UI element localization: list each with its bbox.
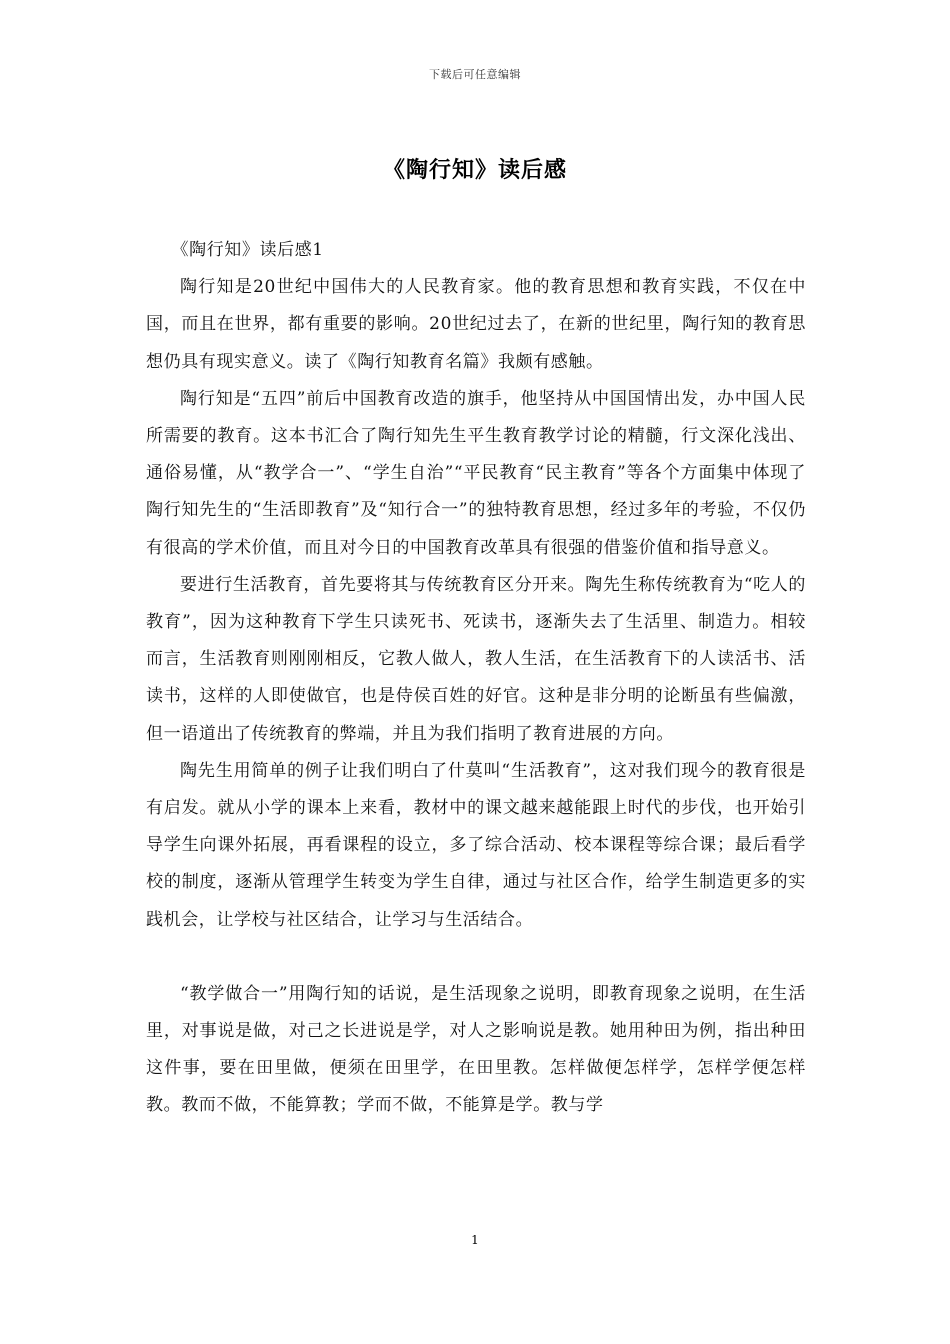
paragraph-4: 陶先生用简单的例子让我们明白了什莫叫“生活教育”，这对我们现今的教育很是有启发。就从小学的课本上来看，教材中的课文越来越能跟上时代的步伐，也开始引导学生向课外拓展，再看课程的设立，多了综合活动、校本课程等综合课；最后看学校的制度，逐渐从管理学生转变为学生自律，通过与社区合作，给学生制造更多的实践机会，让学校与社区结合，让学习与生活结合。 [146,760,806,930]
document-body [146,232,806,1125]
page-number: 1 [471,1233,479,1247]
paragraph-2: 陶行知是“五四”前后中国教育改造的旗手，他坚持从中国国情出发，办中国人民所需要的教育。这本书汇合了陶行知先生平生教育教学讨论的精髓，行文深化浅出、通俗易懂，从“教学合一”、“学生自治”“平民教育“民主教育”等各个方面集中体现了陶行知先生的“生活即教育”及“知行合一”的独特教育思想，经过多年的考验，不仅仍有很高的学术价值，而且对今日的中国教育改革具有很强的借鉴价值和指导意义。 [146,388,806,558]
paragraph-1: 陶行知是20世纪中国伟大的人民教育家。他的教育思想和教育实践，不仅在中国，而且在世界，都有重要的影响。20世纪过去了，在新的世纪里，陶行知的教育思想仍具有现实意义。读了《陶行知教育名篇》我颇有感触。 [146,277,806,372]
paragraph-5: “教学做合一”用陶行知的话说，是生活现象之说明，即教育现象之说明，在生活里，对事说是做，对己之长进说是学，对人之影响说是教。她用种田为例，指出种田这件事，要在田里做，便须在田里学，在田里教。怎样做便怎样学，怎样学便怎样教。教而不做，不能算教；学而不做，不能算是学。教与学 [146,983,806,1116]
header-note: 下载后可任意编辑 [429,68,521,81]
paragraph-3: 要进行生活教育，首先要将其与传统教育区分开来。陶先生称传统教育为“吃人的教育”，因为这种教育下学生只读死书、死读书，逐渐失去了生活里、制造力。相较而言，生活教育则刚刚相反，它教人做人，教人生活，在生活教育下的人读活书、活读书，这样的人即使做官，也是侍侯百姓的好官。这种是非分明的论断虽有些偏激，但一语道出了传统教育的弊端，并且为我们指明了教育进展的方向。 [146,574,806,744]
document-title: 《陶行知》读后感 [382,157,567,183]
section-heading: 《陶行知》读后感1 [171,240,324,260]
